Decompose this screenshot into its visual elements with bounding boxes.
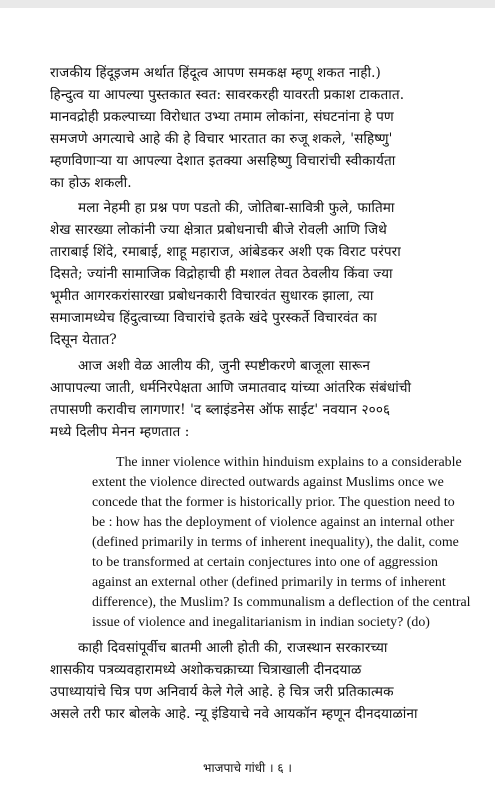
text-line: भूमीत आगरकरांसारखा प्रबोधनकारी विचारवंत सुधारक झाला, त्या (50, 288, 374, 304)
text-line: समाजामध्येच हिंदुत्वाच्या विचारांचे इतके खंदे पुरस्कर्ते विचारवंत का (50, 310, 377, 326)
paragraph-first-line: काही दिवसांपूर्वीच बातमी आली होती की, राजस्थान सरकारच्या (78, 640, 388, 656)
text-line: शासकीय पत्रव्यवहारामध्ये अशोकचक्राच्या चित्राखाली दीनदयाळ (50, 662, 362, 678)
text-line: का होऊ शकली. (50, 175, 132, 191)
text-line: मध्ये दिलीप मेनन म्हणतात : (50, 424, 190, 440)
text-line: दिसून येतात? (50, 332, 117, 348)
quote-line: difference), the Muslim? Is communalism a deflection of the central (92, 595, 471, 610)
page-footer: भाजपाचे गांधी । ६ । (203, 761, 292, 775)
text-line: राजकीय हिंदूइजम अर्थात हिंदूत्व आपण समकक्ष म्हणू शकत नाही.) (50, 65, 381, 81)
text-line: आपापल्या जाती, धर्मनिरपेक्षता आणि जमातवाद यांच्या आंतरिक संबंधांची (50, 380, 412, 396)
page-top-edge (0, 0, 495, 8)
text-line: उपाध्यायांचे चित्र पण अनिवार्य केले गेले आहे. हे चित्र जरी प्रतिकात्मक (50, 684, 394, 700)
paragraph-first-line: आज अशी वेळ आलीय की, जुनी स्पष्टीकरणे बाजूला सारून (78, 358, 371, 374)
text-line: हिन्दुत्व या आपल्या पुस्तकात स्वत: सावरकरही यावरती प्रकाश टाकतात. (50, 87, 405, 103)
text-line: मानवद्रोही प्रकल्पाच्या विरोधात उभ्या तमाम लोकांना, संघटनांना हे पण (50, 109, 394, 125)
text-line: असले तरी फार बोलके आहे. न्यू इंडियाचे नवे आयकॉन म्हणून दीनदयाळांना (50, 706, 418, 722)
text-line: शेख सारख्या लोकांनी ज्या क्षेत्रात प्रबोधनाची बीजे रोवली आणि जिथे (50, 222, 387, 238)
text-line: म्हणविणाऱ्या या आपल्या देशात इतक्या असहिष्णु विचारांची स्वीकार्यता (50, 153, 396, 169)
quote-line: against an external other (defined primarily in terms of inherent (92, 575, 446, 590)
text-line: समजणे अगत्याचे आहे की हे विचार भारतात का रुजू शकले, 'सहिष्णु' (50, 131, 393, 147)
text-line: दिसते; ज्यांनी सामाजिक विद्रोहाची ही मशाल तेवत ठेवलीय किंवा ज्या (50, 266, 393, 282)
quote-line: extent the violence directed outwards against Muslims once we (92, 475, 444, 490)
quote-line: to be transformed at certain conjectures into one of aggression (92, 555, 438, 570)
quote-line: issue of violence and inegalitarianism in indian society? (do) (92, 615, 430, 630)
quote-line: The inner violence within hinduism explains to a considerable (116, 455, 462, 470)
quote-line: be : how has the deployment of violence against an internal other (92, 515, 455, 530)
text-line: ताराबाई शिंदे, रमाबाई, शाहू महाराज, आंबेडकर अशी एक विराट परंपरा (50, 244, 401, 260)
paragraph-first-line: मला नेहमी हा प्रश्न पण पडतो की, जोतिबा-सावित्री फुले, फातिमा (78, 200, 395, 216)
quote-line: concede that the former is historically prior. The question need to (92, 495, 455, 510)
text-line: तपासणी करावीच लागणार! 'द ब्लाइंडनेस ऑफ साईट' नवयान २००६ (50, 402, 391, 418)
quote-line: (defined primarily in terms of inherent inequality), the dalit, come (92, 535, 459, 550)
